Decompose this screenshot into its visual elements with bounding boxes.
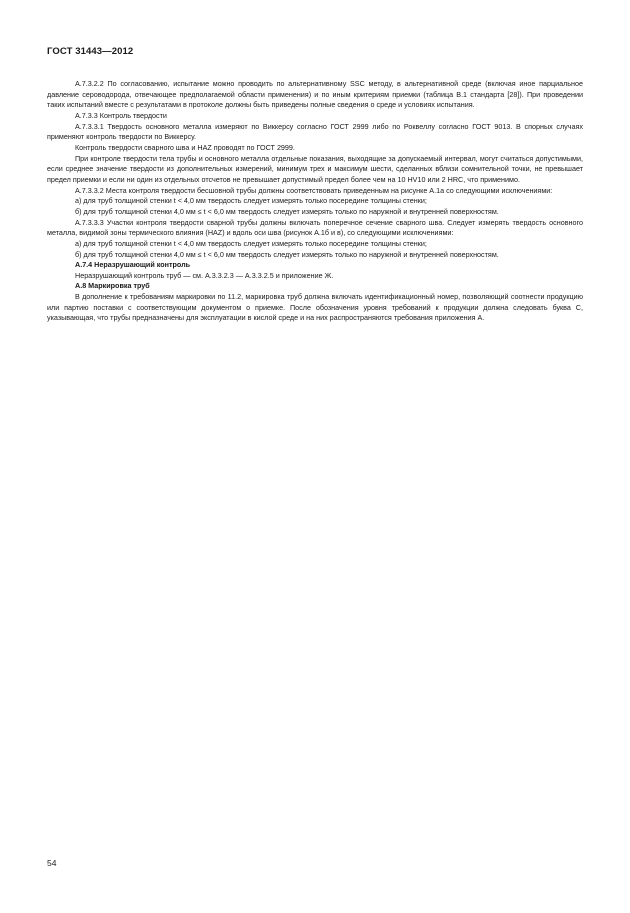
clause-a7322: А.7.3.2.2 По согласованию, испытание можно проводить по альтернативному SSC методу, в альтернативной среде (включая иное парциальное давление сероводорода, отвечающее предполагаемой области применения) и по иным критериям приемки (таблица В.1 стандарта [28]). При проведении таких испытаний вместе с результатами в протоколе должны быть приведены полные сведения о среде и условиях испытания.	[47, 79, 583, 110]
exception-b-welded: б) для труб толщиной стенки 4,0 мм ≤ t < 6,0 мм твердость следует измерять только по наружной и внутренней поверхностям.	[75, 249, 499, 259]
document-body	[47, 79, 583, 324]
ndt-reference-paragraph: Неразрушающий контроль труб — см. А.3.3.2.3 — А.3.3.2.5 и приложение Ж.	[75, 270, 334, 280]
clause-a7332: А.7.3.3.2 Места контроля твердости бесшовной трубы должны соответствовать приведенным на рисунке А.1а со следующими исключениями:	[75, 185, 553, 195]
exception-b-seamless: б) для труб толщиной стенки 4,0 мм ≤ t < 6,0 мм твердость следует измерять только по наружной и внутренней поверхностям.	[75, 206, 499, 216]
exception-a-welded: а) для труб толщиной стенки t < 4,0 мм твердость следует измерять только посередине толщины стенки;	[75, 238, 427, 248]
clause-a7331: А.7.3.3.1 Твердость основного металла измеряют по Виккерсу согласно ГОСТ 2999 либо по Роквеллу согласно ГОСТ 9013. В спорных случаях применяют контроль твердости по Виккерсу.	[47, 121, 583, 142]
exception-a-seamless: а) для труб толщиной стенки t < 4,0 мм твердость следует измерять только посередине толщины стенки;	[75, 196, 427, 206]
clause-a733-title: А.7.3.3 Контроль твердости	[75, 110, 167, 120]
page-number: 54	[47, 858, 57, 868]
section-a74-heading: А.7.4 Неразрушающий контроль	[75, 260, 191, 270]
clause-a7333: А.7.3.3.3 Участки контроля твердости сварной трубы должны включать поперечное сечение сварного шва. Следует измерять твердость основного металла, видимой зоны термического влияния (HAZ) и вдоль оси шва (рисунок А.1б и в), со следующими исключениями:	[47, 217, 583, 238]
marking-paragraph: В дополнение к требованиям маркировки по 11.2, маркировка труб должна включать идентификационный номер, позволяющий соотнести продукцию или партию поставки с соответствующим документом о приемке. После обозначения уровня требований к продукции должна следовать буква С, указывающая, что трубы предназначены для эксплуатации в кислой среде и на них распространяются требования приложения А.	[47, 292, 583, 323]
weld-hardness-paragraph: Контроль твердости сварного шва и HAZ проводят по ГОСТ 2999.	[75, 142, 295, 152]
hardness-acceptance-paragraph: При контроле твердости тела трубы и основного металла отдельные показания, выходящие за допускаемый интервал, могут считаться допустимыми, если среднее значение твердости из дополнительных измерений, минимум трех и максимум шести, сделанных вблизи сомнительной точки, не превышает предел приемки и если ни один из отдельных отсчетов не превышает допустимый предел более чем на 10 HV10 или 2 HRC, что применимо.	[47, 153, 583, 184]
document-header: ГОСТ 31443—2012	[47, 46, 134, 57]
section-a8-heading: А.8 Маркировка труб	[75, 281, 150, 291]
